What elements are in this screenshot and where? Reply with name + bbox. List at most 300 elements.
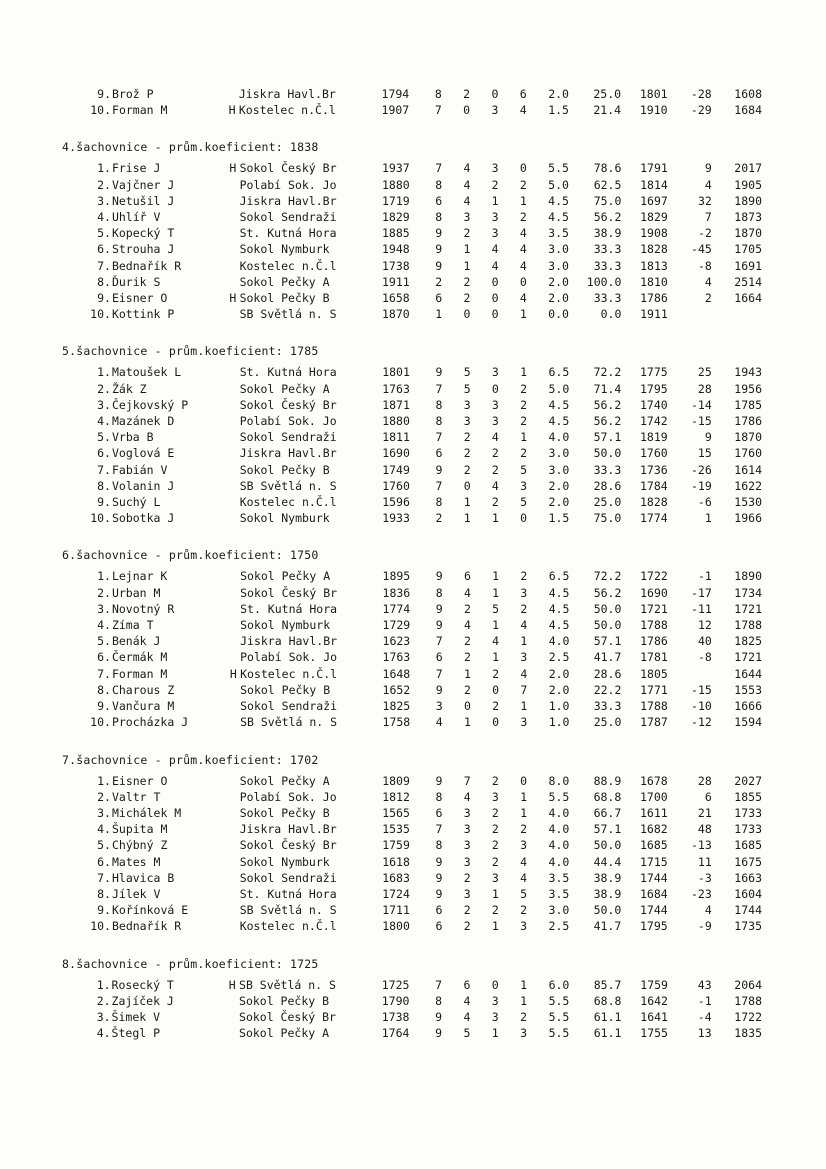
cell-name: Rosecký T — [111, 977, 174, 992]
cell-wins: 6 — [463, 569, 471, 584]
cell-games: 2 — [435, 511, 443, 526]
cell-flag — [227, 854, 240, 870]
cell-flag — [227, 617, 240, 633]
cell-points: 1.5 — [548, 511, 570, 526]
cell-performance: 1829 — [640, 210, 668, 225]
cell-percent: 33.3 — [593, 242, 622, 257]
cell-draws: 1 — [492, 618, 500, 633]
cell-losses: 2 — [520, 397, 528, 412]
cell-difference: 21 — [697, 805, 712, 820]
cell-wins: 2 — [463, 87, 471, 101]
cell-name: Fabián V — [111, 462, 168, 477]
cell-draws: 2 — [491, 773, 499, 788]
cell-losses: 1 — [520, 789, 528, 804]
cell-games: 8 — [435, 789, 443, 804]
table-row — [78, 381, 762, 397]
cell-club: Sokol Nymburk — [239, 854, 330, 869]
board-results-body — [78, 568, 762, 730]
cell-draws: 0 — [491, 291, 499, 306]
cell-performance: 1775 — [640, 365, 668, 380]
cell-wins: 0 — [463, 478, 471, 493]
table-row — [78, 714, 762, 730]
cell-club: SB Světlá n. S — [240, 715, 338, 730]
table-row — [78, 918, 762, 934]
cell-name: Novotný R — [111, 601, 175, 616]
cell-rating: 1870 — [381, 307, 410, 322]
table-row — [78, 649, 762, 665]
table-row — [78, 977, 762, 993]
cell-rating: 1871 — [382, 397, 410, 412]
board-results-body — [78, 977, 762, 1042]
cell-draws: 4 — [491, 258, 499, 273]
cell-difference: 4 — [704, 274, 712, 289]
cell-difference: -26 — [690, 462, 712, 477]
cell-sum: 1553 — [734, 682, 762, 697]
cell-club: Sokol Nymburk — [239, 511, 330, 526]
cell-flag — [226, 241, 239, 257]
cell-draws: 2 — [491, 903, 499, 918]
cell-losses: 4 — [520, 666, 528, 681]
cell-flag — [227, 886, 240, 902]
cell-sum: 1966 — [734, 511, 762, 526]
cell-club: Polabí Sok. Jo — [239, 414, 337, 429]
cell-flag — [226, 177, 239, 193]
cell-performance: 1736 — [640, 462, 668, 477]
cell-games: 7 — [435, 381, 443, 396]
cell-difference: 12 — [697, 618, 712, 633]
cell-wins: 5 — [463, 1026, 471, 1041]
cell-difference: -10 — [691, 699, 712, 714]
table-row — [78, 478, 762, 494]
cell-losses: 3 — [520, 1026, 528, 1041]
cell-draws: 0 — [492, 682, 500, 697]
cell-percent: 75.0 — [593, 193, 622, 208]
cell-points: 2.5 — [548, 650, 570, 665]
cell-performance: 1760 — [640, 446, 668, 461]
cell-flag — [227, 633, 240, 649]
cell-percent: 68.8 — [593, 789, 622, 804]
cell-sum: 1530 — [734, 495, 762, 510]
cell-losses: 4 — [520, 854, 528, 869]
cell-wins: 3 — [463, 397, 471, 412]
cell-club: SB Světlá n. S — [239, 307, 337, 322]
cell-club: Kostelec n.Č.l — [239, 919, 337, 934]
cell-draws: 3 — [491, 789, 499, 804]
cell-performance: 1908 — [640, 226, 668, 241]
cell-sum: 1608 — [734, 87, 762, 101]
cell-difference: -1 — [697, 569, 712, 584]
table-row — [78, 1025, 762, 1041]
cell-club: St. Kutná Hora — [239, 226, 337, 241]
cell-losses: 2 — [520, 1009, 528, 1024]
cell-name: Zíma T — [111, 618, 154, 633]
cell-difference: -8 — [697, 650, 712, 665]
cell-club: SB Světlá n. S — [239, 478, 337, 493]
cell-name: Uhlíř V — [111, 210, 161, 225]
table-row — [78, 193, 762, 209]
cell-percent: 68.8 — [593, 993, 622, 1008]
cell-performance: 1722 — [640, 569, 668, 584]
cell-flag — [227, 397, 240, 413]
cell-rank: 7. — [97, 462, 111, 477]
board-sections — [62, 118, 762, 1041]
cell-percent: 50.0 — [593, 903, 622, 918]
cell-difference: -45 — [691, 242, 712, 257]
cell-name: Benák J — [111, 634, 161, 649]
cell-games: 9 — [435, 886, 443, 901]
table-row — [78, 601, 762, 617]
cell-performance: 1700 — [640, 789, 668, 804]
cell-games: 6 — [435, 446, 443, 461]
cell-name: Zajíček J — [111, 993, 174, 1008]
cell-club: Jiskra Havl.Br — [239, 193, 337, 208]
cell-losses: 0 — [520, 511, 528, 526]
cell-name: Kořínková E — [111, 903, 189, 918]
cell-rank: 3. — [97, 601, 111, 616]
cell-points: 3.0 — [548, 903, 570, 918]
cell-name: Kopecký T — [111, 226, 175, 241]
cell-points: 4.5 — [548, 397, 570, 412]
cell-wins: 0 — [463, 699, 471, 714]
cell-rank: 5. — [97, 838, 111, 853]
cell-rank: 10. — [90, 103, 112, 118]
cell-difference: 6 — [704, 789, 712, 804]
cell-draws: 1 — [491, 1026, 499, 1041]
cell-sum: 1870 — [734, 226, 762, 241]
cell-rating: 1658 — [381, 291, 410, 306]
cell-club: Jiskra Havl.Br — [240, 634, 338, 649]
cell-name: Štegl P — [111, 1026, 161, 1041]
cell-club: Polabí Sok. Jo — [239, 789, 337, 804]
cell-draws: 0 — [491, 307, 499, 322]
cell-rating: 1809 — [382, 773, 410, 788]
cell-games: 8 — [435, 585, 443, 600]
cell-flag: H — [229, 161, 237, 176]
cell-sum: 1786 — [734, 414, 762, 429]
cell-wins: 1 — [463, 242, 471, 257]
cell-wins: 2 — [463, 446, 471, 461]
cell-flag — [227, 682, 240, 698]
cell-rank: 2. — [97, 585, 111, 600]
cell-name: Hlavica B — [111, 870, 175, 885]
cell-percent: 57.1 — [593, 430, 622, 445]
cell-performance: 1715 — [640, 854, 668, 869]
cell-rank: 1. — [97, 773, 111, 788]
cell-rating: 1812 — [382, 789, 410, 804]
cell-sum — [712, 306, 762, 322]
cell-difference: 13 — [697, 1026, 712, 1041]
cell-rank: 8. — [97, 274, 111, 289]
cell-losses: 5 — [520, 886, 528, 901]
cell-difference: 28 — [697, 381, 712, 396]
board-results-table — [78, 977, 762, 1042]
cell-name: Voglová E — [111, 446, 175, 461]
cell-rank: 2. — [97, 789, 111, 804]
cell-draws: 3 — [491, 365, 499, 380]
cell-percent: 38.9 — [593, 226, 622, 241]
table-row — [78, 698, 762, 714]
cell-rank: 9. — [97, 291, 111, 306]
cell-performance: 1740 — [640, 397, 668, 412]
cell-club: Kostelec n.Č.l — [239, 258, 337, 273]
cell-sum: 1675 — [734, 854, 762, 869]
cell-sum: 1666 — [734, 699, 762, 714]
cell-name: Valtr T — [111, 789, 161, 804]
table-row — [78, 617, 762, 633]
cell-draws: 2 — [491, 177, 499, 192]
cell-rank: 7. — [97, 870, 111, 885]
cell-wins: 4 — [463, 161, 471, 176]
cell-draws: 3 — [491, 210, 499, 225]
cell-performance: 1697 — [640, 193, 668, 208]
cell-name: Lejnar K — [111, 569, 168, 584]
cell-percent: 88.9 — [593, 773, 622, 788]
table-row — [78, 805, 762, 821]
cell-rank: 10. — [90, 511, 111, 526]
board-results-table — [78, 568, 762, 730]
cell-club: Sokol Český Br — [239, 838, 337, 853]
cell-difference: -28 — [690, 87, 712, 101]
board-results-table — [78, 160, 762, 322]
cell-rank: 4. — [97, 414, 111, 429]
cell-rating: 1829 — [381, 210, 410, 225]
cell-points: 2.0 — [548, 666, 570, 681]
cell-club: Sokol Sendraži — [239, 430, 337, 445]
table-row — [78, 364, 762, 380]
cell-flag — [227, 821, 240, 837]
cell-percent: 75.0 — [593, 511, 622, 526]
cell-club: Polabí Sok. Jo — [240, 650, 338, 665]
cell-rating: 1565 — [382, 805, 410, 820]
table-row — [78, 773, 762, 789]
cell-club: Sokol Český Br — [239, 1009, 336, 1024]
cell-name: Volanin J — [111, 478, 175, 493]
cell-losses: 6 — [519, 87, 527, 101]
cell-losses: 2 — [520, 822, 528, 837]
cell-club: Kostelec n.Č.l — [239, 495, 337, 510]
table-row — [78, 993, 762, 1009]
cell-wins: 3 — [463, 838, 471, 853]
cell-flag — [227, 902, 240, 918]
cell-sum: 1721 — [734, 601, 762, 616]
cell-difference: -2 — [697, 226, 712, 241]
cell-percent: 41.7 — [593, 919, 622, 934]
cell-losses: 0 — [519, 274, 527, 289]
cell-rating: 1794 — [381, 87, 410, 101]
cell-name: Vančura M — [111, 699, 175, 714]
cell-games: 1 — [435, 307, 443, 322]
cell-rank: 2. — [97, 381, 111, 396]
cell-games: 9 — [435, 1009, 443, 1024]
cell-name: Strouha J — [111, 242, 175, 257]
cell-rating: 1937 — [381, 161, 410, 176]
cell-draws: 1 — [491, 193, 499, 208]
cell-club: Sokol Český Br — [239, 161, 337, 176]
table-row — [78, 633, 762, 649]
cell-points: 3.5 — [548, 226, 569, 241]
cell-performance: 1678 — [640, 773, 668, 788]
cell-rating: 1933 — [382, 511, 410, 526]
cell-rank: 1. — [97, 569, 111, 584]
cell-rating: 1729 — [382, 618, 411, 633]
cell-sum: 1943 — [734, 365, 762, 380]
cell-wins: 3 — [463, 822, 471, 837]
cell-wins: 4 — [463, 193, 471, 208]
cell-losses: 5 — [520, 462, 528, 477]
cell-losses: 3 — [520, 715, 528, 730]
cell-rank: 2. — [97, 177, 111, 192]
top-partial-table — [78, 86, 762, 118]
cell-rating: 1759 — [382, 838, 410, 853]
cell-games: 8 — [435, 210, 443, 225]
cell-wins: 2 — [463, 226, 471, 241]
cell-points: 2.0 — [548, 495, 570, 510]
cell-wins: 0 — [463, 103, 471, 118]
cell-name: Procházka J — [111, 715, 189, 730]
cell-performance: 1744 — [640, 870, 668, 885]
cell-rating: 1738 — [381, 1009, 410, 1024]
cell-games: 7 — [434, 103, 442, 118]
cell-percent: 57.1 — [593, 634, 622, 649]
cell-percent: 33.3 — [593, 291, 622, 306]
cell-rank: 7. — [97, 666, 111, 681]
cell-games: 7 — [435, 161, 443, 176]
cell-rank: 1. — [96, 977, 111, 992]
cell-wins: 7 — [463, 773, 471, 788]
cell-draws: 2 — [491, 838, 499, 853]
cell-sum: 1890 — [734, 193, 762, 208]
cell-draws: 1 — [492, 569, 500, 584]
cell-rank: 3. — [97, 397, 111, 412]
cell-points: 2.5 — [548, 919, 570, 934]
cell-name: Ďurik S — [111, 274, 161, 289]
cell-points: 4.0 — [548, 838, 570, 853]
cell-sum: 1734 — [734, 585, 762, 600]
table-row — [78, 102, 762, 118]
cell-percent: 25.0 — [593, 715, 622, 730]
cell-wins: 2 — [463, 903, 471, 918]
cell-draws: 2 — [491, 446, 499, 461]
cell-games: 7 — [435, 822, 443, 837]
cell-wins: 1 — [463, 715, 471, 730]
cell-rating: 1760 — [382, 478, 410, 493]
cell-performance: 1759 — [640, 977, 668, 992]
cell-percent: 72.2 — [593, 569, 622, 584]
cell-club: St. Kutná Hora — [239, 886, 337, 901]
cell-difference: -6 — [697, 495, 712, 510]
cell-sum: 1594 — [734, 715, 762, 730]
cell-wins: 4 — [463, 618, 471, 633]
cell-wins: 4 — [463, 585, 471, 600]
cell-rank: 3. — [97, 805, 111, 820]
cell-sum: 1685 — [734, 838, 762, 853]
cell-flag — [227, 429, 240, 445]
cell-percent: 61.1 — [593, 1009, 622, 1024]
cell-wins: 2 — [463, 919, 471, 934]
cell-losses: 2 — [520, 446, 528, 461]
cell-difference: 15 — [697, 446, 712, 461]
cell-wins: 2 — [463, 462, 471, 477]
cell-performance: 1685 — [640, 838, 668, 853]
cell-losses: 0 — [520, 773, 528, 788]
cell-draws: 3 — [491, 397, 499, 412]
cell-games: 7 — [435, 430, 443, 445]
cell-rank: 5. — [97, 226, 111, 241]
cell-games: 6 — [435, 650, 443, 665]
cell-rating: 1764 — [381, 1026, 410, 1041]
cell-percent: 33.3 — [593, 258, 622, 273]
cell-draws: 1 — [491, 919, 499, 934]
cell-points: 5.5 — [548, 161, 569, 176]
cell-percent: 41.7 — [593, 650, 622, 665]
cell-flag — [227, 494, 240, 510]
cell-difference: -19 — [690, 478, 712, 493]
cell-draws: 3 — [491, 226, 499, 241]
cell-points: 3.0 — [548, 258, 569, 273]
cell-difference: -1 — [697, 993, 712, 1008]
cell-rating: 1596 — [382, 495, 410, 510]
cell-wins: 5 — [463, 365, 471, 380]
cell-rating: 1825 — [382, 699, 411, 714]
cell-draws: 1 — [492, 585, 500, 600]
cell-wins: 2 — [463, 682, 471, 697]
table-row — [78, 837, 762, 853]
cell-name: Frise J — [111, 161, 161, 176]
cell-rating: 1652 — [382, 682, 411, 697]
cell-points: 4.5 — [548, 618, 570, 633]
cell-games: 7 — [435, 977, 443, 992]
cell-difference: 11 — [697, 854, 712, 869]
cell-sum: 1604 — [734, 886, 762, 901]
cell-club: Kostelec n.Č.l — [240, 666, 338, 681]
cell-rating: 1880 — [382, 414, 410, 429]
cell-points: 3.0 — [548, 242, 569, 257]
cell-losses: 1 — [519, 193, 527, 208]
cell-difference: -23 — [690, 886, 712, 901]
cell-percent: 56.2 — [593, 414, 622, 429]
cell-flag — [227, 364, 240, 380]
cell-performance: 1910 — [639, 103, 668, 118]
cell-points: 4.0 — [548, 805, 570, 820]
table-row — [78, 160, 762, 176]
cell-percent: 50.0 — [593, 618, 622, 633]
results-sheet — [62, 86, 762, 1041]
cell-flag — [226, 225, 239, 241]
cell-percent: 66.7 — [593, 805, 622, 820]
cell-draws: 4 — [491, 430, 499, 445]
cell-sum: 1691 — [734, 258, 762, 273]
board-results-table — [78, 773, 762, 935]
cell-losses: 3 — [520, 585, 528, 600]
cell-difference: 28 — [697, 773, 712, 788]
cell-club: St. Kutná Hora — [239, 365, 337, 380]
table-row — [78, 86, 762, 102]
table-row — [78, 445, 762, 461]
cell-games: 8 — [435, 414, 443, 429]
cell-draws: 3 — [491, 870, 499, 885]
cell-games: 8 — [435, 397, 443, 412]
cell-rating: 1738 — [381, 258, 410, 273]
cell-losses: 7 — [520, 682, 528, 697]
cell-losses: 4 — [519, 258, 527, 273]
cell-rating: 1763 — [382, 381, 410, 396]
cell-name: Matoušek L — [111, 365, 182, 380]
cell-losses: 1 — [520, 365, 528, 380]
cell-games: 6 — [435, 903, 443, 918]
cell-difference: -15 — [691, 682, 712, 697]
cell-percent: 57.1 — [593, 822, 622, 837]
cell-games: 9 — [435, 870, 443, 885]
